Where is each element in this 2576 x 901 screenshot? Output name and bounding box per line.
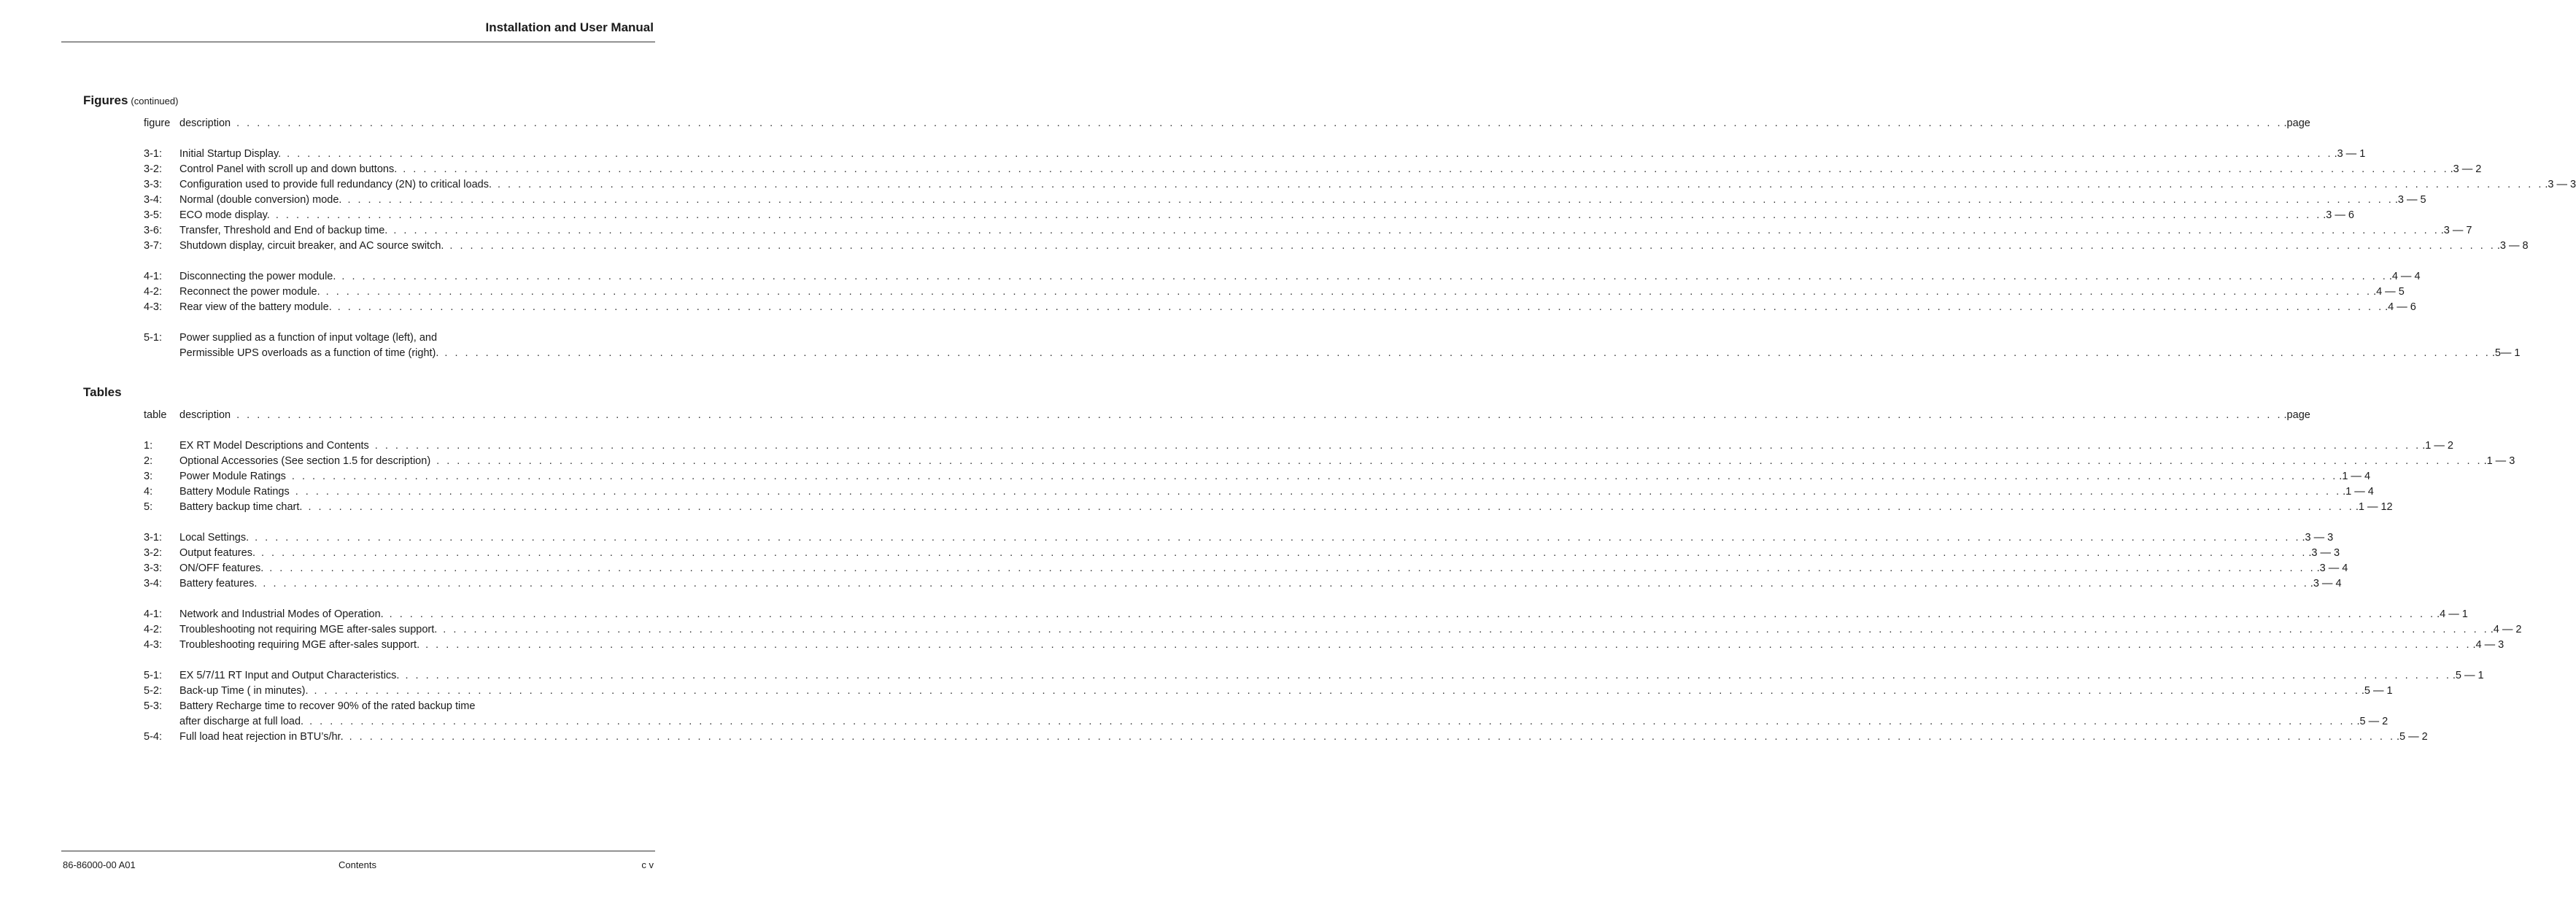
figures-continued-note: (continued) <box>131 96 179 107</box>
entry-description: description <box>179 409 231 421</box>
entry-number: 4-1: <box>144 271 162 282</box>
entry-number: 3: <box>144 471 153 482</box>
footer-section: Contents <box>338 859 377 870</box>
dot-leader: . . . . . . . . . . . . . . . . . . . . . . . . . . . . . . . . . . . . . . . . . . . . . . . . . . . . . . . . . . . . . . . . . . . . . . . . . . . . . . . . . . . . . . . . . . . . . . . . . . . . . . . . . . . . . . . . . . . . . . . . . . . . . . . . . . . . . . . . . . . . . . . . . . . . . . . . . . . . . . . . . . . . . . . . . . . . . . . . . . . . . . . . . . . . . . . . . . . . . . . . <box>341 271 2388 282</box>
entry-description: Optional Accessories (See section 1.5 for description) <box>179 455 431 467</box>
entry-description: Initial Startup Display. <box>179 148 282 160</box>
entry-description: Battery features. <box>179 578 258 589</box>
entry-page: .4 — 4 <box>2389 271 2421 282</box>
entry-page: .4 — 6 <box>2385 301 2416 313</box>
dot-leader: . . . . . . . . . . . . . . . . . . . . . . . . . . . . . . . . . . . . . . . . . . . . . . . . . . . . . . . . . . . . . . . . . . . . . . . . . . . . . . . . . . . . . . . . . . . . . . . . . . . . . . . . . . . . . . . . . . . . . . . . . . . . . . . . . . . . . . . . . . . . . . . . . . . . . . . . . . . . . . . . . . . . . . . . . . . . . . . . . . . . . . . . . . . . . . . . . . . . . . . . <box>436 455 2483 467</box>
entry-page: .1 — 3 <box>2483 455 2515 467</box>
toc-entry <box>144 193 2426 208</box>
entry-page: .5— 1 <box>2491 347 2521 359</box>
dot-leader: . . . . . . . . . . . . . . . . . . . . . . . . . . . . . . . . . . . . . . . . . . . . . . . . . . . . . . . . . . . . . . . . . . . . . . . . . . . . . . . . . . . . . . . . . . . . . . . . . . . . . . . . . . . . . . . . . . . . . . . . . . . . . . . . . . . . . . . . . . . . . . . . . . . . . . . . . . . . . . . . . . . . . . . . . . . . . . . . . . . . . . . . . . . . . . . . . . . . . . . . <box>269 562 2316 574</box>
toc-entry <box>144 300 2416 315</box>
entry-number: 5-1: <box>144 332 162 344</box>
entry-description: description <box>179 117 231 129</box>
dot-leader: . . . . . . . . . . . . . . . . . . . . . . . . . . . . . . . . . . . . . . . . . . . . . . . . . . . . . . . . . . . . . . . . . . . . . . . . . . . . . . . . . . . . . . . . . . . . . . . . . . . . . . . . . . . . . . . . . . . . . . . . . . . . . . . . . . . . . . . . . . . . . . . . . . . . . . . . . . . . . . . . . . . . . . . . . . . . . . . . . . . . . . . . . . . . . . . . . . . . . . . . <box>349 731 2396 743</box>
toc-entry <box>144 546 2340 561</box>
entry-number: 5-1: <box>144 670 162 681</box>
toc-entry <box>144 147 2366 162</box>
entry-description: Battery Module Ratings <box>179 486 290 498</box>
dot-leader: . . . . . . . . . . . . . . . . . . . . . . . . . . . . . . . . . . . . . . . . . . . . . . . . . . . . . . . . . . . . . . . . . . . . . . . . . . . . . . . . . . . . . . . . . . . . . . . . . . . . . . . . . . . . . . . . . . . . . . . . . . . . . . . . . . . . . . . . . . . . . . . . . . . . . . . . . . . . . . . . . . . . . . . . . . . . . . . . . . . . . . . . . . . . . . . . . . . . . . . . <box>347 194 2394 206</box>
tables-heading-text: Tables <box>83 385 122 399</box>
dot-leader: . . . . . . . . . . . . . . . . . . . . . . . . . . . . . . . . . . . . . . . . . . . . . . . . . . . . . . . . . . . . . . . . . . . . . . . . . . . . . . . . . . . . . . . . . . . . . . . . . . . . . . . . . . . . . . . . . . . . . . . . . . . . . . . . . . . . . . . . . . . . . . . . . . . . . . . . . . . . . . . . . . . . . . . . . . . . . . . . . . . . . . . . . . . . . . . . . . . . . . . . <box>449 240 2496 252</box>
dot-leader: . . . . . . . . . . . . . . . . . . . . . . . . . . . . . . . . . . . . . . . . . . . . . . . . . . . . . . . . . . . . . . . . . . . . . . . . . . . . . . . . . . . . . . . . . . . . . . . . . . . . . . . . . . . . . . . . . . . . . . . . . . . . . . . . . . . . . . . . . . . . . . . . . . . . . . . . . . . . . . . . . . . . . . . . . . . . . . . . . . . . . . . . . . . . . . . . . . . . . . . . <box>497 179 2544 190</box>
entry-description: Battery Recharge time to recover 90% of the rated backup time <box>179 700 476 712</box>
entry-number: 1: <box>144 440 153 452</box>
entry-number: 3-6: <box>144 225 162 236</box>
entry-page: .3 — 4 <box>2310 578 2342 589</box>
entry-page: .1 — 4 <box>2343 486 2374 498</box>
dot-leader: . . . . . . . . . . . . . . . . . . . . . . . . . . . . . . . . . . . . . . . . . . . . . . . . . . . . . . . . . . . . . . . . . . . . . . . . . . . . . . . . . . . . . . . . . . . . . . . . . . . . . . . . . . . . . . . . . . . . . . . . . . . . . . . . . . . . . . . . . . . . . . . . . . . . . . . . . . . . . . . . . . . . . . . . . . . . . . . . . . . . . . . . . . . . . . . . . . . . . . . . <box>295 486 2342 498</box>
entry-number: 4-1: <box>144 608 162 620</box>
entry-number: 5: <box>144 501 153 513</box>
entry-description: Configuration used to provide full redundancy (2N) to critical loads. <box>179 179 492 190</box>
entry-page: .3 — 3 <box>2302 532 2334 544</box>
entry-number: table <box>144 409 167 421</box>
entry-page: .3 — 3 <box>2545 179 2576 190</box>
toc-entry-continuation <box>144 346 2521 361</box>
toc-entry <box>144 622 2522 638</box>
dot-leader: . . . . . . . . . . . . . . . . . . . . . . . . . . . . . . . . . . . . . . . . . . . . . . . . . . . . . . . . . . . . . . . . . . . . . . . . . . . . . . . . . . . . . . . . . . . . . . . . . . . . . . . . . . . . . . . . . . . . . . . . . . . . . . . . . . . . . . . . . . . . . . . . . . . . . . . . . . . . . . . . . . . . . . . . . . . . . . . . . . . . . . . . . . . . . . . . . . . . . . . . <box>275 209 2322 221</box>
entry-page: .4 — 1 <box>2437 608 2468 620</box>
toc-entry <box>144 561 2348 576</box>
toc-entry <box>144 684 2393 699</box>
header-title: Installation and User Manual <box>485 20 654 34</box>
entry-number: 3-5: <box>144 209 162 221</box>
tables-heading <box>83 385 122 400</box>
toc-entry <box>144 576 2342 592</box>
entry-description: Local Settings. <box>179 532 250 544</box>
dot-leader: . . . . . . . . . . . . . . . . . . . . . . . . . . . . . . . . . . . . . . . . . . . . . . . . . . . . . . . . . . . . . . . . . . . . . . . . . . . . . . . . . . . . . . . . . . . . . . . . . . . . . . . . . . . . . . . . . . . . . . . . . . . . . . . . . . . . . . . . . . . . . . . . . . . . . . . . . . . . . . . . . . . . . . . . . . . . . . . . . . . . . . . . . . . . . . . . . . . . . . . . <box>425 639 2472 651</box>
entry-number: 3-2: <box>144 163 162 175</box>
toc-entry <box>144 239 2529 254</box>
dot-leader: . . . . . . . . . . . . . . . . . . . . . . . . . . . . . . . . . . . . . . . . . . . . . . . . . . . . . . . . . . . . . . . . . . . . . . . . . . . . . . . . . . . . . . . . . . . . . . . . . . . . . . . . . . . . . . . . . . . . . . . . . . . . . . . . . . . . . . . . . . . . . . . . . . . . . . . . . . . . . . . . . . . . . . . . . . . . . . . . . . . . . . . . . . . . . . . . . . . . . . . . <box>255 532 2301 544</box>
entry-page: .1 — 2 <box>2422 440 2453 452</box>
toc-entry <box>144 668 2484 684</box>
dot-leader: . . . . . . . . . . . . . . . . . . . . . . . . . . . . . . . . . . . . . . . . . . . . . . . . . . . . . . . . . . . . . . . . . . . . . . . . . . . . . . . . . . . . . . . . . . . . . . . . . . . . . . . . . . . . . . . . . . . . . . . . . . . . . . . . . . . . . . . . . . . . . . . . . . . . . . . . . . . . . . . . . . . . . . . . . . . . . . . . . . . . . . . . . . . . . . . . . . . . . . . . <box>443 624 2489 635</box>
footer-doc-number: 86-86000-00 A01 <box>63 859 136 870</box>
entry-page: .1 — 4 <box>2339 471 2371 482</box>
entry-page: .5 — 2 <box>2356 716 2389 727</box>
entry-description: Power Module Ratings <box>179 471 286 482</box>
toc-entry <box>144 730 2428 745</box>
toc-entry <box>144 208 2354 223</box>
entry-number: 5-3: <box>144 700 162 712</box>
entry-description: Power supplied as a function of input voltage (left), and <box>179 332 438 344</box>
entry-description: Battery backup time chart. <box>179 501 303 513</box>
entry-page: .4 — 5 <box>2373 286 2405 298</box>
dot-leader: . . . . . . . . . . . . . . . . . . . . . . . . . . . . . . . . . . . . . . . . . . . . . . . . . . . . . . . . . . . . . . . . . . . . . . . . . . . . . . . . . . . . . . . . . . . . . . . . . . . . . . . . . . . . . . . . . . . . . . . . . . . . . . . . . . . . . . . . . . . . . . . . . . . . . . . . . . . . . . . . . . . . . . . . . . . . . . . . . . . . . . . . . . . . . . . . . . . . . . . . <box>309 716 2356 727</box>
entry-number: 4-3: <box>144 301 162 313</box>
toc-entry <box>144 638 2505 653</box>
column-header-row <box>144 408 2310 423</box>
toc-entry <box>144 162 2482 177</box>
entry-number: 3-1: <box>144 148 162 160</box>
entry-number: 3-7: <box>144 240 162 252</box>
entry-number: 5-4: <box>144 731 162 743</box>
entry-number: 5-2: <box>144 685 162 697</box>
toc-entry <box>144 607 2468 622</box>
toc-entry <box>144 500 2393 515</box>
entry-description: Shutdown display, circuit breaker, and AC source switch. <box>179 240 444 252</box>
entry-page: .3 — 7 <box>2440 225 2472 236</box>
entry-page: .4 — 2 <box>2490 624 2522 635</box>
dot-leader: . . . . . . . . . . . . . . . . . . . . . . . . . . . . . . . . . . . . . . . . . . . . . . . . . . . . . . . . . . . . . . . . . . . . . . . . . . . . . . . . . . . . . . . . . . . . . . . . . . . . . . . . . . . . . . . . . . . . . . . . . . . . . . . . . . . . . . . . . . . . . . . . . . . . . . . . . . . . . . . . . . . . . . . . . . . . . . . . . . . . . . . . . . . . . . . . . . . . . . . . <box>444 347 2491 359</box>
toc-entry <box>144 484 2374 500</box>
tables-list <box>144 408 2522 745</box>
dot-leader: . . . . . . . . . . . . . . . . . . . . . . . . . . . . . . . . . . . . . . . . . . . . . . . . . . . . . . . . . . . . . . . . . . . . . . . . . . . . . . . . . . . . . . . . . . . . . . . . . . . . . . . . . . . . . . . . . . . . . . . . . . . . . . . . . . . . . . . . . . . . . . . . . . . . . . . . . . . . . . . . . . . . . . . . . . . . . . . . . . . . . . . . . . . . . . . . . . . . . . . . <box>236 409 2283 421</box>
entry-page: .3 — 8 <box>2496 240 2529 252</box>
entry-page: .3 — 1 <box>2334 148 2366 160</box>
dot-leader: . . . . . . . . . . . . . . . . . . . . . . . . . . . . . . . . . . . . . . . . . . . . . . . . . . . . . . . . . . . . . . . . . . . . . . . . . . . . . . . . . . . . . . . . . . . . . . . . . . . . . . . . . . . . . . . . . . . . . . . . . . . . . . . . . . . . . . . . . . . . . . . . . . . . . . . . . . . . . . . . . . . . . . . . . . . . . . . . . . . . . . . . . . . . . . . . . . . . . . . . <box>325 286 2372 298</box>
entry-description: Disconnecting the power module. <box>179 271 336 282</box>
toc-entry <box>144 530 2334 546</box>
entry-number: figure <box>144 117 171 129</box>
toc-entry <box>144 469 2371 484</box>
dot-leader: . . . . . . . . . . . . . . . . . . . . . . . . . . . . . . . . . . . . . . . . . . . . . . . . . . . . . . . . . . . . . . . . . . . . . . . . . . . . . . . . . . . . . . . . . . . . . . . . . . . . . . . . . . . . . . . . . . . . . . . . . . . . . . . . . . . . . . . . . . . . . . . . . . . . . . . . . . . . . . . . . . . . . . . . . . . . . . . . . . . . . . . . . . . . . . . . . . . . . . . . <box>389 608 2436 620</box>
toc-entry-first-line <box>144 330 574 346</box>
entry-description: Transfer, Threshold and End of backup time. <box>179 225 388 236</box>
toc-entry-continuation <box>144 714 2389 730</box>
entry-number: 3-1: <box>144 532 162 544</box>
dot-leader: . . . . . . . . . . . . . . . . . . . . . . . . . . . . . . . . . . . . . . . . . . . . . . . . . . . . . . . . . . . . . . . . . . . . . . . . . . . . . . . . . . . . . . . . . . . . . . . . . . . . . . . . . . . . . . . . . . . . . . . . . . . . . . . . . . . . . . . . . . . . . . . . . . . . . . . . . . . . . . . . . . . . . . . . . . . . . . . . . . . . . . . . . . . . . . . . . . . . . . . . <box>405 670 2451 681</box>
entry-description: Full load heat rejection in BTU’s/hr. <box>179 731 344 743</box>
entry-number: 3-3: <box>144 562 162 574</box>
entry-description: ON/OFF features. <box>179 562 264 574</box>
entry-description: Rear view of the battery module. <box>179 301 332 313</box>
dot-leader: . . . . . . . . . . . . . . . . . . . . . . . . . . . . . . . . . . . . . . . . . . . . . . . . . . . . . . . . . . . . . . . . . . . . . . . . . . . . . . . . . . . . . . . . . . . . . . . . . . . . . . . . . . . . . . . . . . . . . . . . . . . . . . . . . . . . . . . . . . . . . . . . . . . . . . . . . . . . . . . . . . . . . . . . . . . . . . . . . . . . . . . . . . . . . . . . . . . . . . . . <box>314 685 2360 697</box>
entry-page: .3 — 6 <box>2323 209 2354 221</box>
entry-page: .3 — 5 <box>2394 194 2426 206</box>
entry-number: 3-4: <box>144 194 162 206</box>
dot-leader: . . . . . . . . . . . . . . . . . . . . . . . . . . . . . . . . . . . . . . . . . . . . . . . . . . . . . . . . . . . . . . . . . . . . . . . . . . . . . . . . . . . . . . . . . . . . . . . . . . . . . . . . . . . . . . . . . . . . . . . . . . . . . . . . . . . . . . . . . . . . . . . . . . . . . . . . . . . . . . . . . . . . . . . . . . . . . . . . . . . . . . . . . . . . . . . . . . . . . . . . <box>263 578 2309 589</box>
entry-description: Troubleshooting requiring MGE after-sales support. <box>179 639 420 651</box>
entry-description: Normal (double conversion) mode. <box>179 194 342 206</box>
figures-heading-text: Figures <box>83 93 128 107</box>
toc-entry <box>144 454 2515 469</box>
entry-description: Troubleshooting not requiring MGE after-sales support. <box>179 624 438 635</box>
entry-description: Reconnect the power module. <box>179 286 320 298</box>
dot-leader: . . . . . . . . . . . . . . . . . . . . . . . . . . . . . . . . . . . . . . . . . . . . . . . . . . . . . . . . . . . . . . . . . . . . . . . . . . . . . . . . . . . . . . . . . . . . . . . . . . . . . . . . . . . . . . . . . . . . . . . . . . . . . . . . . . . . . . . . . . . . . . . . . . . . . . . . . . . . . . . . . . . . . . . . . . . . . . . . . . . . . . . . . . . . . . . . . . . . . . . . <box>236 117 2283 129</box>
entry-page: .1 — 12 <box>2355 501 2393 513</box>
entry-number: 4-2: <box>144 286 162 298</box>
dot-leader: . . . . . . . . . . . . . . . . . . . . . . . . . . . . . . . . . . . . . . . . . . . . . . . . . . . . . . . . . . . . . . . . . . . . . . . . . . . . . . . . . . . . . . . . . . . . . . . . . . . . . . . . . . . . . . . . . . . . . . . . . . . . . . . . . . . . . . . . . . . . . . . . . . . . . . . . . . . . . . . . . . . . . . . . . . . . . . . . . . . . . . . . . . . . . . . . . . . . . . . . <box>403 163 2449 175</box>
toc-entry <box>144 223 2472 239</box>
dot-leader: . . . . . . . . . . . . . . . . . . . . . . . . . . . . . . . . . . . . . . . . . . . . . . . . . . . . . . . . . . . . . . . . . . . . . . . . . . . . . . . . . . . . . . . . . . . . . . . . . . . . . . . . . . . . . . . . . . . . . . . . . . . . . . . . . . . . . . . . . . . . . . . . . . . . . . . . . . . . . . . . . . . . . . . . . . . . . . . . . . . . . . . . . . . . . . . . . . . . . . . . <box>291 471 2338 482</box>
toc-entry <box>144 438 2453 454</box>
entry-description: Back-up Time ( in minutes). <box>179 685 309 697</box>
entry-page: .3 — 3 <box>2308 547 2340 559</box>
entry-page: .page <box>2283 117 2310 129</box>
column-header-row <box>144 116 2310 131</box>
toc-entry <box>144 285 2405 300</box>
toc-entry <box>144 177 2576 193</box>
dot-leader: . . . . . . . . . . . . . . . . . . . . . . . . . . . . . . . . . . . . . . . . . . . . . . . . . . . . . . . . . . . . . . . . . . . . . . . . . . . . . . . . . . . . . . . . . . . . . . . . . . . . . . . . . . . . . . . . . . . . . . . . . . . . . . . . . . . . . . . . . . . . . . . . . . . . . . . . . . . . . . . . . . . . . . . . . . . . . . . . . . . . . . . . . . . . . . . . . . . . . . . . <box>374 440 2421 452</box>
dot-leader: . . . . . . . . . . . . . . . . . . . . . . . . . . . . . . . . . . . . . . . . . . . . . . . . . . . . . . . . . . . . . . . . . . . . . . . . . . . . . . . . . . . . . . . . . . . . . . . . . . . . . . . . . . . . . . . . . . . . . . . . . . . . . . . . . . . . . . . . . . . . . . . . . . . . . . . . . . . . . . . . . . . . . . . . . . . . . . . . . . . . . . . . . . . . . . . . . . . . . . . . <box>308 501 2354 513</box>
entry-description: after discharge at full load. <box>179 716 304 727</box>
entry-page: .5 — 2 <box>2397 731 2428 743</box>
entry-page: .5 — 1 <box>2452 670 2484 681</box>
entry-number: 4-2: <box>144 624 162 635</box>
entry-number: 3-4: <box>144 578 162 589</box>
entry-page: .5 — 1 <box>2361 685 2393 697</box>
entry-page: .3 — 4 <box>2316 562 2348 574</box>
entry-description: Control Panel with scroll up and down buttons. <box>179 163 398 175</box>
entry-description: Network and Industrial Modes of Operation. <box>179 608 384 620</box>
entry-page: .page <box>2283 409 2310 421</box>
dot-leader: . . . . . . . . . . . . . . . . . . . . . . . . . . . . . . . . . . . . . . . . . . . . . . . . . . . . . . . . . . . . . . . . . . . . . . . . . . . . . . . . . . . . . . . . . . . . . . . . . . . . . . . . . . . . . . . . . . . . . . . . . . . . . . . . . . . . . . . . . . . . . . . . . . . . . . . . . . . . . . . . . . . . . . . . . . . . . . . . . . . . . . . . . . . . . . . . . . . . . . . . <box>337 301 2384 313</box>
dot-leader: . . . . . . . . . . . . . . . . . . . . . . . . . . . . . . . . . . . . . . . . . . . . . . . . . . . . . . . . . . . . . . . . . . . . . . . . . . . . . . . . . . . . . . . . . . . . . . . . . . . . . . . . . . . . . . . . . . . . . . . . . . . . . . . . . . . . . . . . . . . . . . . . . . . . . . . . . . . . . . . . . . . . . . . . . . . . . . . . . . . . . . . . . . . . . . . . . . . . . . . . <box>393 225 2440 236</box>
entry-description: Output features. <box>179 547 255 559</box>
figures-list <box>144 116 2576 361</box>
entry-description: ECO mode display. <box>179 209 270 221</box>
entry-page: .4 — 3 <box>2472 639 2505 651</box>
entry-description: EX 5/7/11 RT Input and Output Characteristics. <box>179 670 400 681</box>
entry-description: EX RT Model Descriptions and Contents <box>179 440 369 452</box>
dot-leader: . . . . . . . . . . . . . . . . . . . . . . . . . . . . . . . . . . . . . . . . . . . . . . . . . . . . . . . . . . . . . . . . . . . . . . . . . . . . . . . . . . . . . . . . . . . . . . . . . . . . . . . . . . . . . . . . . . . . . . . . . . . . . . . . . . . . . . . . . . . . . . . . . . . . . . . . . . . . . . . . . . . . . . . . . . . . . . . . . . . . . . . . . . . . . . . . . . . . . . . . <box>260 547 2308 559</box>
toc-entry-first-line <box>144 699 574 714</box>
entry-number: 3-2: <box>144 547 162 559</box>
entry-number: 4-3: <box>144 639 162 651</box>
entry-page: .3 — 2 <box>2450 163 2482 175</box>
footer-page-number: c v <box>641 859 654 870</box>
entry-description: Permissible UPS overloads as a function of time (right). <box>179 347 439 359</box>
entry-number: 3-3: <box>144 179 162 190</box>
entry-number: 2: <box>144 455 153 467</box>
dot-leader: . . . . . . . . . . . . . . . . . . . . . . . . . . . . . . . . . . . . . . . . . . . . . . . . . . . . . . . . . . . . . . . . . . . . . . . . . . . . . . . . . . . . . . . . . . . . . . . . . . . . . . . . . . . . . . . . . . . . . . . . . . . . . . . . . . . . . . . . . . . . . . . . . . . . . . . . . . . . . . . . . . . . . . . . . . . . . . . . . . . . . . . . . . . . . . . . . . . . . . . . <box>287 148 2333 160</box>
toc-entry <box>144 269 2421 285</box>
figures-heading <box>83 93 178 108</box>
entry-number: 4: <box>144 486 153 498</box>
